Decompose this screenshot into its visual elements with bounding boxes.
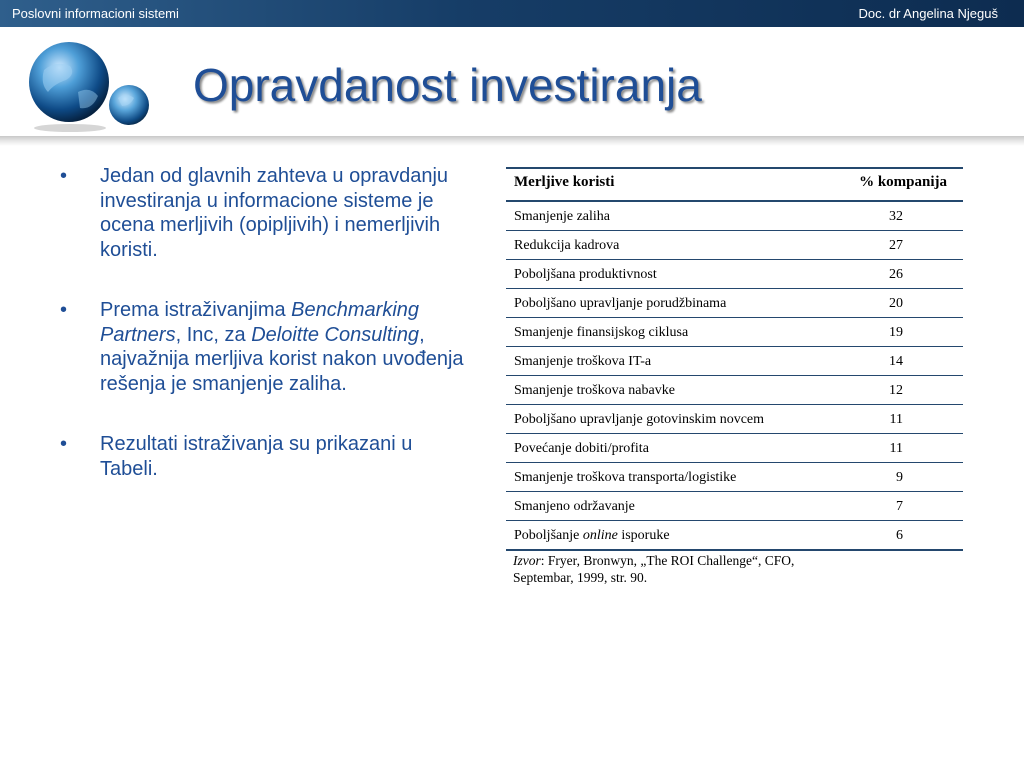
table-header-value: % kompanija — [859, 174, 947, 190]
row-value: 27 — [889, 238, 903, 253]
table-row — [506, 463, 963, 492]
row-label-emphasis: online — [582, 528, 618, 543]
row-value: 7 — [896, 499, 903, 514]
table-header-row — [506, 167, 963, 202]
table-row — [506, 289, 963, 318]
row-value: 12 — [889, 383, 903, 398]
row-label: Smanjeno održavanje — [514, 499, 635, 514]
table-header-label: Merljive koristi — [514, 174, 615, 190]
bullet-text-part: , najvažnija merljiva korist nakon uvođenja rešenja je smanjenje zaliha. — [100, 323, 464, 395]
bullet-text-part: , Inc, za — [175, 323, 252, 346]
row-label-part: isporuke — [617, 528, 670, 543]
table-row — [506, 347, 963, 376]
row-label: Smanjenje zaliha — [514, 209, 611, 224]
row-value: 32 — [889, 209, 903, 224]
bullet-item — [60, 164, 465, 262]
table-row — [506, 521, 963, 551]
bullet-item — [60, 298, 465, 396]
header-divider — [0, 136, 1024, 146]
bullet-text-emphasis: Deloitte Consulting — [251, 323, 420, 346]
bullet-dot-icon: • — [60, 433, 68, 455]
row-value: 26 — [889, 267, 903, 282]
row-label: Smanjenje troškova IT-a — [514, 354, 652, 369]
course-name: Poslovni informacioni sistemi — [12, 6, 179, 21]
bullet-text-part: Prema istraživanjima — [100, 299, 292, 321]
author-name: Doc. dr Angelina Njeguš — [858, 6, 998, 21]
row-label: Smanjenje finansijskog ciklusa — [514, 325, 689, 340]
bullet-dot-icon: • — [60, 299, 68, 321]
table-row — [506, 202, 963, 231]
bullet-text: Rezultati istraživanja su prikazani u Tabeli. — [100, 433, 413, 480]
bullet-list — [60, 164, 465, 517]
source-prefix: Izvor — [513, 553, 541, 568]
row-value: 14 — [889, 354, 903, 369]
row-label — [514, 528, 670, 544]
bullet-text: Jedan od glavnih zahteva u opravdanju investiranja u informacione sisteme je ocena merljivih (opipljivih) i nemerljivih koristi. — [100, 165, 449, 261]
bullet-item — [60, 432, 465, 481]
table-row — [506, 231, 963, 260]
row-label: Smanjenje troškova transporta/logistike — [514, 470, 737, 485]
row-label-part: Poboljšanje — [514, 528, 583, 543]
row-label: Redukcija kadrova — [514, 238, 620, 253]
header-bar — [0, 0, 1024, 27]
globe-logo-icon — [26, 40, 156, 132]
table-row — [506, 318, 963, 347]
row-value: 20 — [889, 296, 903, 311]
row-label: Poboljšano upravljanje porudžbinama — [514, 296, 727, 311]
row-label: Smanjenje troškova nabavke — [514, 383, 675, 398]
table-row — [506, 492, 963, 521]
bullet-dot-icon: • — [60, 165, 68, 187]
row-value: 11 — [889, 412, 903, 427]
table-source-note — [513, 552, 853, 586]
row-label: Poboljšana produktivnost — [514, 267, 657, 282]
row-label: Poboljšano upravljanje gotovinskim novcem — [514, 412, 765, 427]
table-row — [506, 434, 963, 463]
page-title: Opravdanost investiranja — [193, 59, 702, 111]
row-value: 11 — [889, 441, 903, 456]
table-row — [506, 405, 963, 434]
row-label: Povećanje dobiti/profita — [514, 441, 649, 456]
benefits-table — [506, 167, 963, 551]
table-row — [506, 376, 963, 405]
bullet-text-emphasis: Benchmarking Partners — [100, 299, 420, 346]
row-value: 9 — [896, 470, 903, 485]
row-value: 6 — [896, 528, 903, 543]
row-value: 19 — [889, 325, 903, 340]
table-row — [506, 260, 963, 289]
source-text: : Fryer, Bronwyn, „The ROI Challenge“, CFO, Septembar, 1999, str. 90. — [513, 553, 795, 585]
